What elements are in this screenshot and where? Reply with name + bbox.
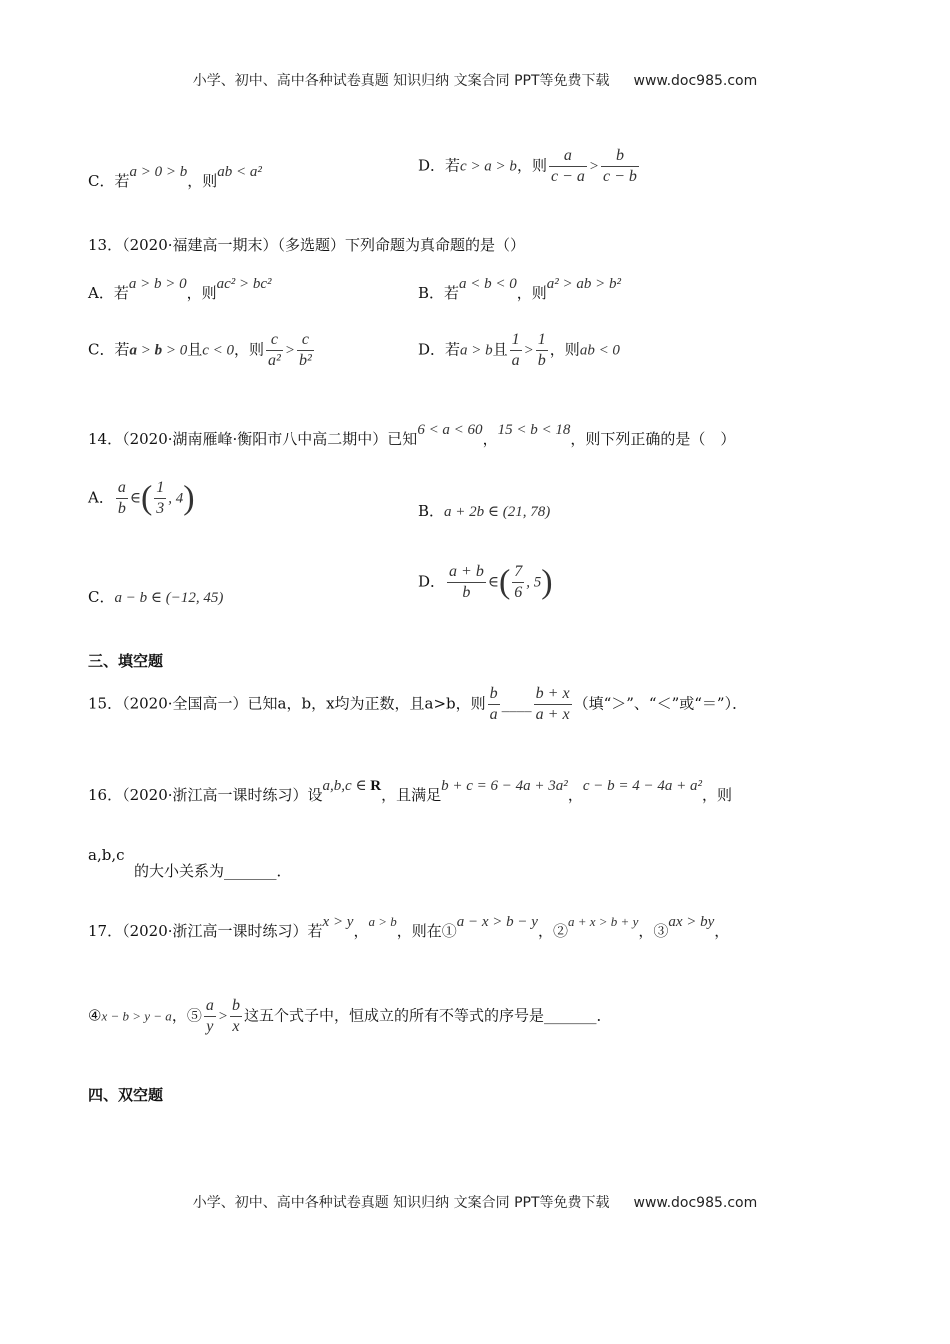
- fraction: $\frac{1}{3}$: [156, 479, 165, 517]
- fraction: $\frac{c}{\text{a²}}$: [268, 331, 281, 369]
- q16-line1: [88, 778, 732, 805]
- q14-option-a: [88, 478, 195, 519]
- text: 15．（2020·全国高一）已知a，b，x均为正数，且a>b，则: [88, 694, 486, 713]
- math-expr: ab < 0: [579, 342, 620, 359]
- option-label: D．: [418, 572, 446, 591]
- math-expr: (: [498, 563, 511, 601]
- fraction: $\frac{b}{c - b}$: [602, 147, 637, 185]
- q17-line2: [88, 996, 611, 1037]
- math-expr: a < b < 0: [459, 276, 517, 292]
- text: ，则: [701, 786, 732, 804]
- text: （填“＞”、“＜”或“＝”）．: [573, 694, 748, 713]
- math-expr: a: [129, 342, 137, 359]
- footer-site: www.doc985.com: [633, 1195, 758, 1211]
- math-expr: (: [140, 479, 153, 517]
- math-expr: R: [370, 778, 382, 794]
- text: ，: [714, 922, 730, 940]
- math-expr: , 4: [168, 490, 184, 507]
- math-expr: ∈: [129, 490, 141, 507]
- page-footer: [0, 1192, 950, 1212]
- math-expr: ): [541, 563, 553, 601]
- fraction: $\frac{a + b}{b}$: [449, 563, 484, 601]
- option-label: B．若: [418, 284, 460, 302]
- fraction: $\frac{b}{x}$: [231, 997, 240, 1035]
- math-expr: a > 0 > b: [129, 164, 188, 180]
- q14-option-b: [418, 500, 550, 521]
- math-expr: c < 0: [202, 342, 235, 359]
- q15: [88, 684, 747, 725]
- page-header: [0, 70, 950, 90]
- text: ，则: [516, 284, 547, 302]
- q13-option-b: [418, 276, 622, 303]
- text: 这五个式子中，恒成立的所有不等式的序号是_______．: [243, 1006, 612, 1025]
- text: ，则: [516, 156, 547, 175]
- math-expr: ab < a²: [217, 164, 262, 180]
- math-expr: >: [523, 342, 534, 359]
- math-expr: >: [136, 342, 155, 359]
- math-expr: > 0: [162, 342, 188, 359]
- text: ，⑤: [171, 1006, 202, 1025]
- math-expr: 15 < b < 18: [497, 422, 571, 438]
- fraction: $\frac{c}{\text{b²}}$: [298, 331, 312, 369]
- math-expr: a² > ab > b²: [546, 276, 622, 292]
- q16-line2: 的大小关系为_______．: [134, 862, 292, 880]
- header-site: www.doc985.com: [633, 73, 758, 89]
- math-expr: a > b > 0: [128, 276, 187, 292]
- text: 16．（2020·浙江高一课时练习）设: [88, 786, 323, 804]
- option-label: D．若: [418, 156, 461, 175]
- math-expr: a,b,c ∈: [322, 778, 371, 794]
- option-label: B．: [418, 502, 445, 520]
- text: ，则: [186, 284, 217, 302]
- q13-option-c: [88, 330, 316, 371]
- q12-option-d: [418, 146, 641, 187]
- math-expr: >: [588, 158, 599, 175]
- text: 14．（2020·湖南雁峰·衡阳市八中高二期中）已知: [88, 430, 418, 448]
- math-expr: a − b ∈ (−12, 45): [114, 590, 224, 606]
- option-label: C．: [88, 588, 115, 606]
- q16-vars: a,b,c: [88, 846, 125, 864]
- text: ，则在①: [396, 922, 457, 940]
- footer-text: 小学、初中、高中各种试卷真题 知识归纳 文案合同 PPT等免费下载: [192, 1195, 610, 1211]
- math-expr: b + c = 6 − 4a + 3a²: [441, 778, 568, 794]
- option-label: A．若: [88, 284, 129, 302]
- q17-line1: [88, 914, 730, 941]
- text: ，: [482, 430, 498, 448]
- fraction: $\frac{a}{c - a}$: [550, 147, 585, 185]
- q12-option-c: [88, 164, 262, 191]
- option-label: C．若: [88, 340, 130, 359]
- text: ，③: [638, 922, 669, 940]
- q13-option-a: [88, 276, 272, 303]
- fraction: $\frac{7}{6}$: [514, 563, 523, 601]
- math-expr: >: [284, 342, 295, 359]
- fraction: $\frac{a}{y}$: [205, 997, 214, 1035]
- math-expr: ): [183, 479, 195, 517]
- answer-blank: ____: [501, 694, 532, 713]
- math-expr: ac² > bc²: [216, 276, 272, 292]
- math-expr: c − b = 4 − 4a + a²: [582, 778, 702, 794]
- text: ，且满足: [381, 786, 442, 804]
- text: ，则: [549, 340, 580, 359]
- text: ，: [353, 922, 369, 940]
- math-expr: a + 2b ∈ (21, 78): [444, 504, 551, 520]
- math-expr: a − x > b − y: [456, 914, 538, 930]
- option-label: A．: [88, 488, 114, 507]
- fraction: $\frac{1}{b}$: [537, 331, 546, 369]
- option-label: C．若: [88, 172, 130, 190]
- math-expr: a > b: [460, 342, 493, 359]
- text: ，则: [234, 340, 265, 359]
- math-expr: b: [154, 342, 163, 359]
- math-expr: ∈: [487, 574, 499, 591]
- q13-stem: 13．（2020·福建高一期末）（多选题）下列命题为真命题的是（）: [88, 236, 526, 254]
- text: ，则: [187, 172, 218, 190]
- math-expr: x − b > y − a: [101, 1008, 172, 1024]
- q14-option-c: [88, 586, 223, 607]
- fraction: $\frac{b}{a}$: [489, 685, 498, 723]
- section-title-double-blank: 四、双空题: [88, 1086, 164, 1104]
- text: ④: [88, 1006, 102, 1025]
- math-expr: x > y: [322, 914, 354, 930]
- header-text: 小学、初中、高中各种试卷真题 知识归纳 文案合同 PPT等免费下载: [192, 73, 610, 89]
- math-expr: a + x > b + y: [567, 914, 639, 929]
- text: ，②: [537, 922, 568, 940]
- math-expr: , 5: [526, 574, 542, 591]
- text: ，则下列正确的是（ ）: [570, 430, 736, 448]
- math-expr: ax > by: [668, 914, 715, 930]
- q14-option-d: [418, 562, 553, 603]
- q13-option-d: [418, 330, 620, 371]
- fraction: $\frac{b + x}{a + x}$: [535, 685, 570, 723]
- math-expr: 6 < a < 60: [417, 422, 483, 438]
- text: 且: [492, 340, 508, 359]
- math-expr: c > a > b: [460, 158, 517, 175]
- math-expr: a > b: [368, 914, 397, 929]
- text: 且: [187, 340, 203, 359]
- text: ，: [567, 786, 583, 804]
- fraction: $\frac{a}{b}$: [117, 479, 126, 517]
- option-label: D．若: [418, 340, 461, 359]
- q14-stem: [88, 422, 736, 449]
- section-title-fill-blank: 三、填空题: [88, 652, 164, 670]
- text: 17．（2020·浙江高一课时练习）若: [88, 922, 323, 940]
- fraction: $\frac{1}{a}$: [511, 331, 520, 369]
- math-expr: >: [217, 1008, 228, 1025]
